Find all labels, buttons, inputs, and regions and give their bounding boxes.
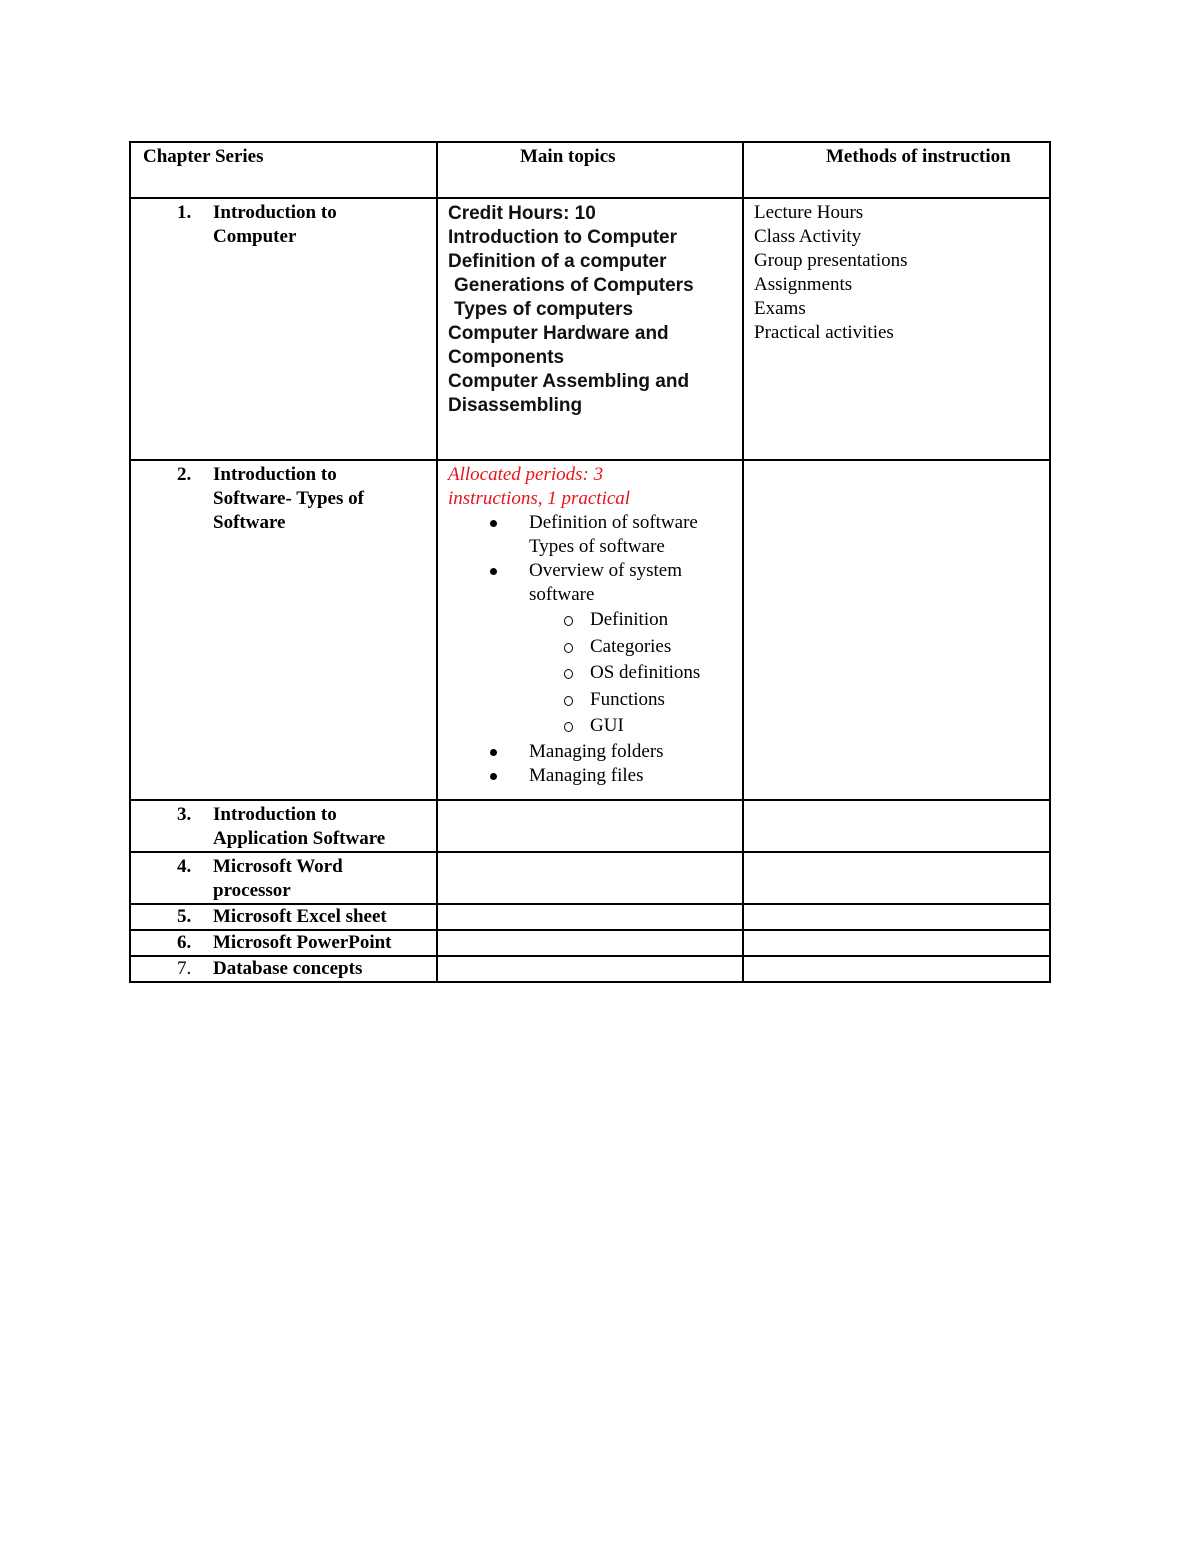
hollow-bullet-icon — [448, 713, 590, 740]
chapter-title: Introduction to Software- Types of Software — [213, 464, 364, 533]
syllabus-table — [129, 141, 1051, 983]
chapter-number: 4. — [177, 856, 192, 877]
chapter-cell — [130, 852, 437, 904]
method-item: Practical activities — [754, 322, 894, 343]
chapter-number: 3. — [177, 804, 192, 825]
chapter-number: 1. — [177, 202, 192, 223]
bullet-item: Definition of software — [448, 511, 736, 535]
topics-cell — [437, 198, 743, 460]
chapter-title: Microsoft Excel sheet — [213, 906, 387, 927]
chapter-cell — [130, 956, 437, 982]
chapter-title: Microsoft PowerPoint — [213, 932, 392, 953]
bullet-item: Managing files — [448, 764, 736, 788]
bullet-item-continuation: Types of software — [529, 536, 665, 557]
hollow-bullet-icon — [448, 607, 590, 634]
table-row — [130, 198, 1050, 460]
topics-cell — [437, 852, 743, 904]
topics-cell — [437, 800, 743, 852]
chapter-number: 5. — [177, 906, 192, 927]
chapter-number: 2. — [177, 464, 192, 485]
table-header-row — [130, 142, 1050, 198]
table-row — [130, 930, 1050, 956]
topics-cell — [437, 904, 743, 930]
header-methods: Methods of instruction — [743, 142, 1050, 198]
bullet-dot-icon — [448, 764, 529, 788]
bullet-dot-icon — [448, 559, 529, 607]
method-item: Lecture Hours — [754, 202, 864, 223]
chapter-cell — [130, 460, 437, 800]
header-chapter-series: Chapter Series — [130, 142, 437, 198]
topic-item: Introduction to Computer — [448, 227, 678, 248]
hollow-bullet-icon — [448, 660, 590, 687]
topic-item: Definition of a computer — [448, 251, 667, 272]
method-item: Group presentations — [754, 250, 908, 271]
sub-bullet-item: OS definitions — [448, 660, 736, 687]
methods-cell — [743, 930, 1050, 956]
chapter-cell — [130, 930, 437, 956]
chapter-cell — [130, 800, 437, 852]
chapter-title: Introduction to Application Software — [213, 804, 386, 849]
bullet-dot-icon — [448, 740, 529, 764]
topic-item: Generations of Computers — [454, 275, 694, 296]
hollow-bullet-icon — [448, 687, 590, 714]
chapter-title: Microsoft Word processor — [213, 856, 343, 901]
methods-cell — [743, 460, 1050, 800]
bullet-item: Overview of system software — [448, 559, 736, 607]
table-row — [130, 800, 1050, 852]
topics-cell — [437, 956, 743, 982]
table-row — [130, 460, 1050, 800]
sub-bullet-item: Definition — [448, 607, 736, 634]
chapter-cell — [130, 904, 437, 930]
method-item: Class Activity — [754, 226, 862, 247]
methods-cell — [743, 198, 1050, 460]
methods-cell — [743, 800, 1050, 852]
chapter-title: Introduction to Computer — [213, 202, 337, 247]
chapter-number: 6. — [177, 932, 192, 953]
header-main-topics: Main topics — [437, 142, 743, 198]
topics-cell — [437, 930, 743, 956]
topic-item: Types of computers — [454, 299, 634, 320]
methods-cell — [743, 852, 1050, 904]
table-row — [130, 852, 1050, 904]
allocated-periods-note: Allocated periods: 3 instructions, 1 practical — [448, 464, 631, 509]
table-row — [130, 956, 1050, 982]
topic-item: Computer Hardware and Components — [448, 323, 669, 368]
method-item: Assignments — [754, 274, 853, 295]
chapter-cell — [130, 198, 437, 460]
methods-cell — [743, 904, 1050, 930]
methods-cell — [743, 956, 1050, 982]
bullet-item: Managing folders — [448, 740, 736, 764]
hollow-bullet-icon — [448, 634, 590, 661]
table-row — [130, 904, 1050, 930]
sub-bullet-item: GUI — [448, 713, 736, 740]
bullet-dot-icon — [448, 511, 529, 535]
sub-bullet-item: Functions — [448, 687, 736, 714]
chapter-title: Database concepts — [213, 958, 363, 979]
topic-item: Credit Hours: 10 — [448, 203, 596, 224]
topic-item: Computer Assembling and Disassembling — [448, 371, 690, 416]
sub-bullet-item: Categories — [448, 634, 736, 661]
chapter-number: 7. — [177, 958, 192, 979]
topics-cell — [437, 460, 743, 800]
method-item: Exams — [754, 298, 806, 319]
